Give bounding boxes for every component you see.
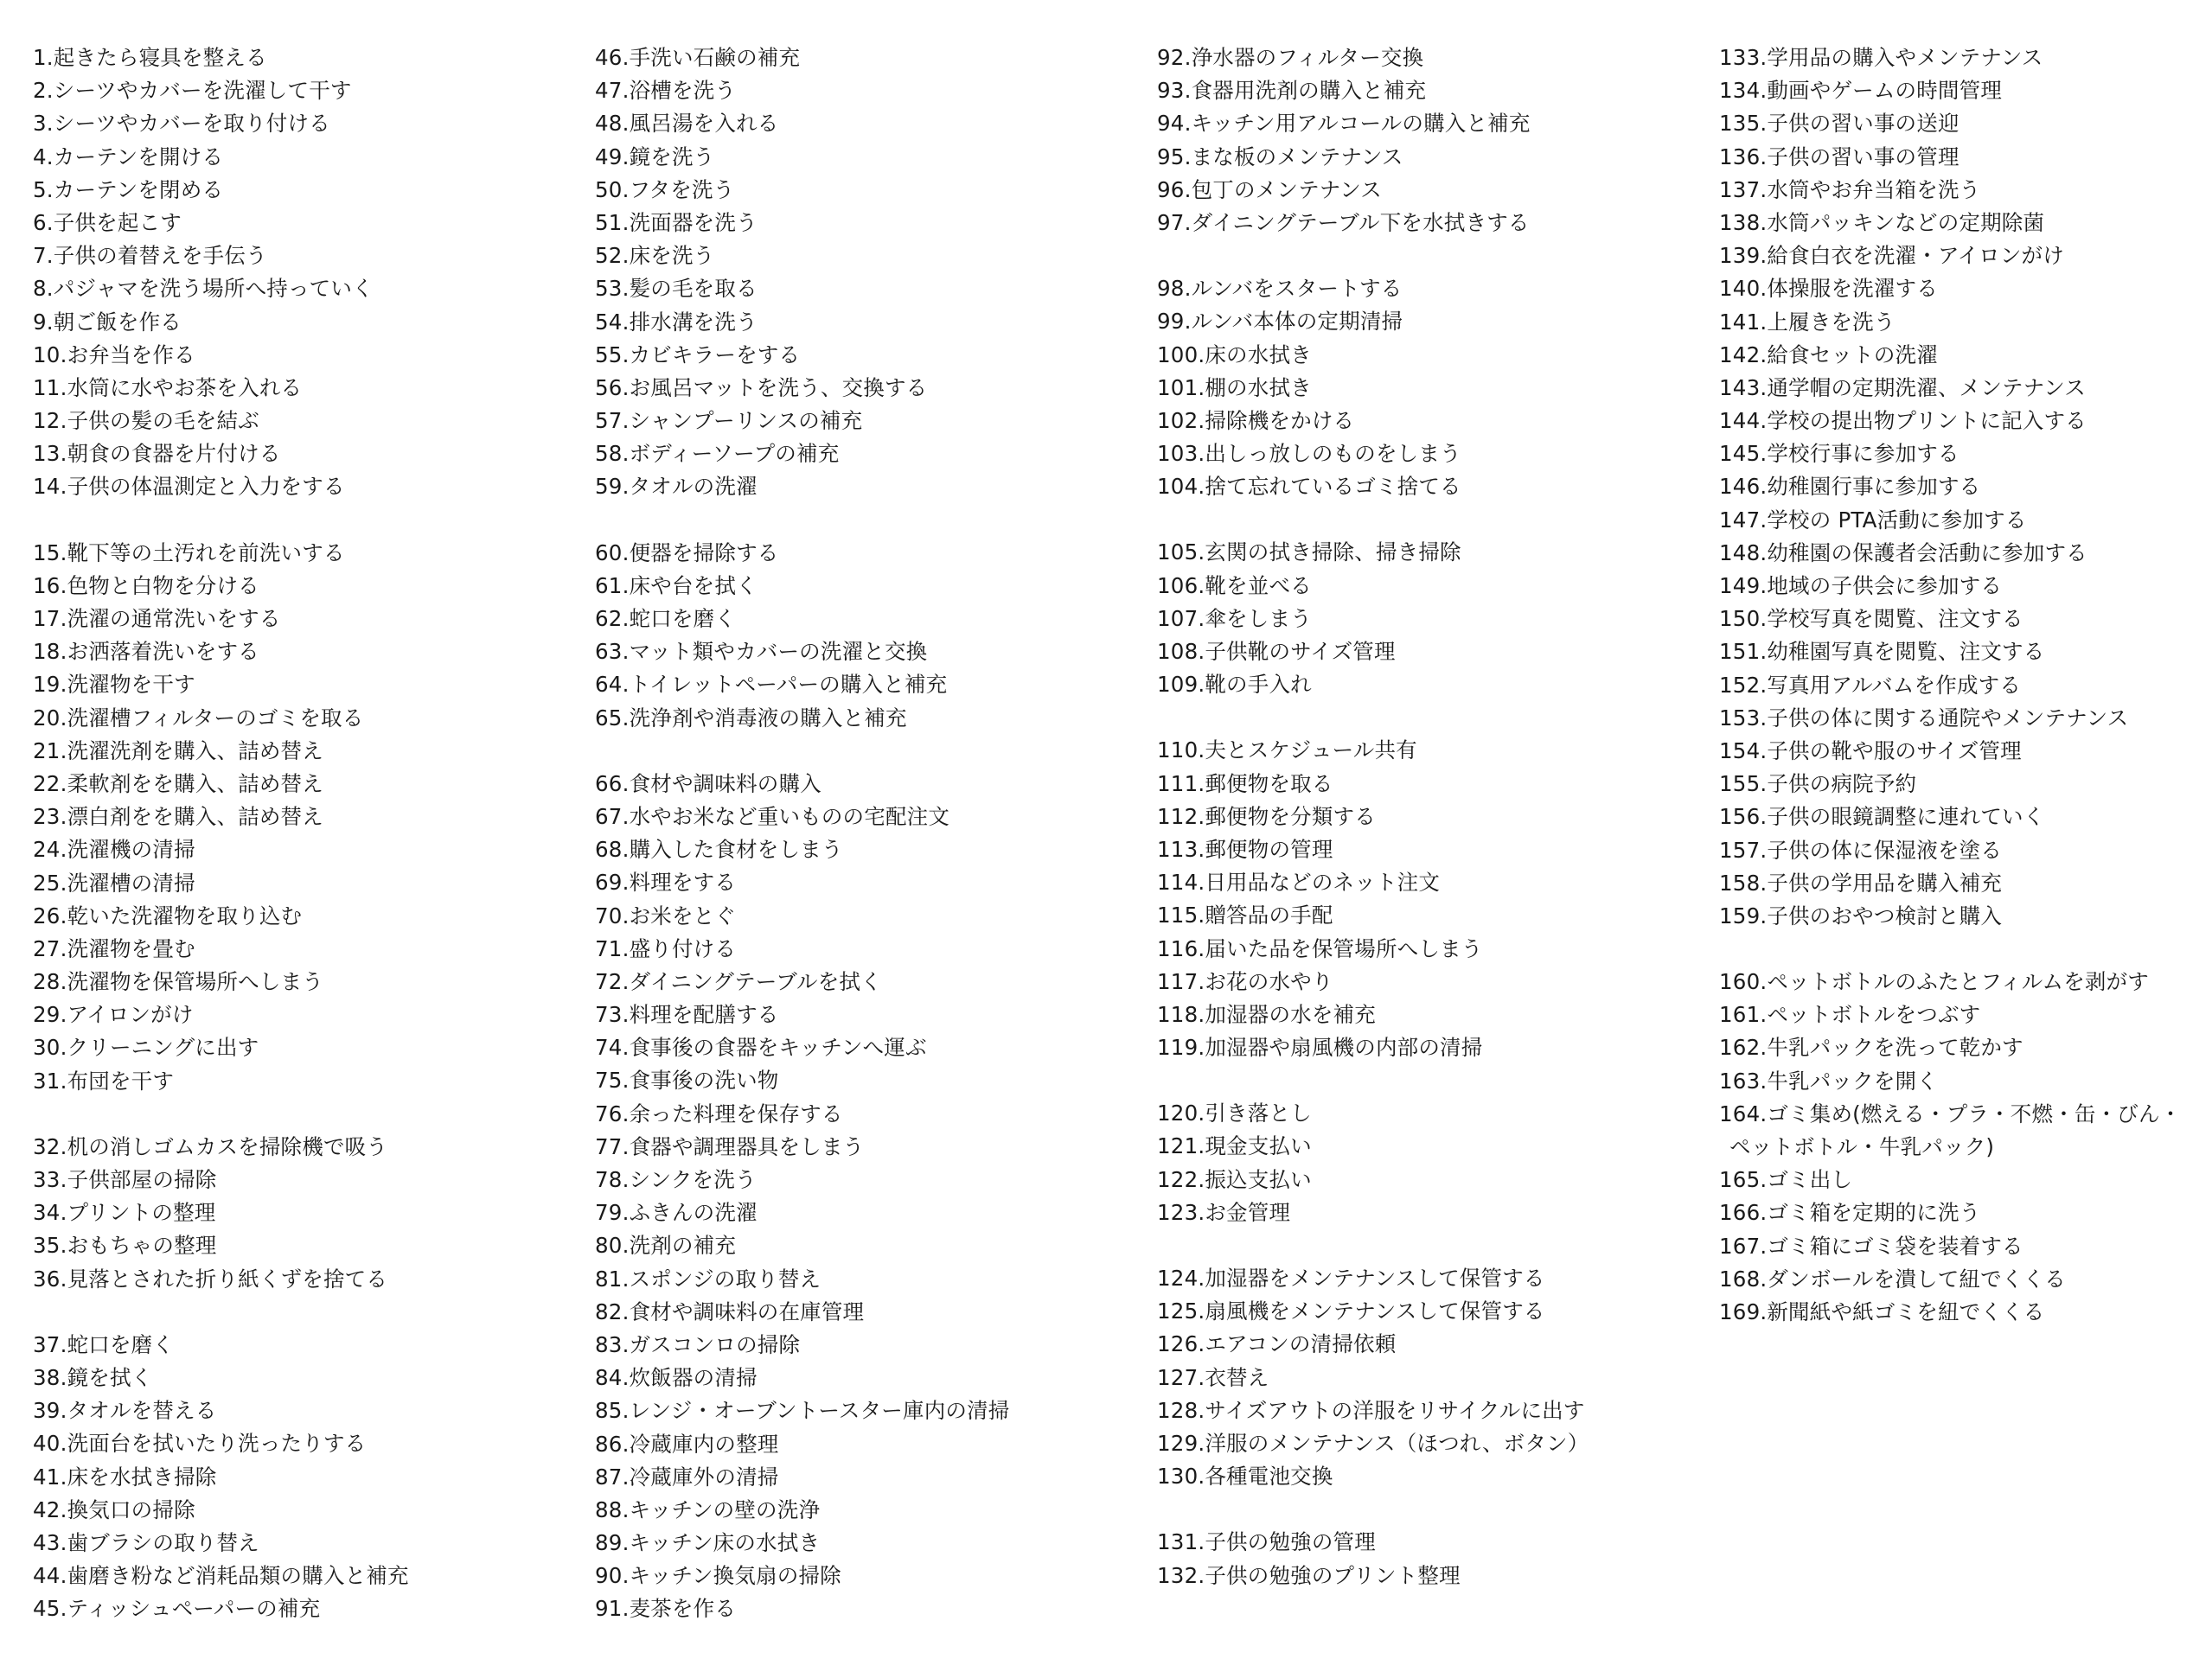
chore-item: 5.カーテンを閉める (33, 176, 224, 202)
chore-group (595, 768, 1140, 1626)
chore-item: 8.パジャマを洗う場所へ持っていく (33, 276, 374, 302)
chore-item: 1.起きたら寝具を整える (33, 45, 267, 70)
chore-item: 109.靴の手入れ (1157, 672, 1312, 698)
chore-item: 148.幼稚園の保護者会活動に参加する (1719, 539, 2087, 565)
chore-item: 158.子供の学用品を購入補充 (1719, 870, 2003, 896)
chore-item: 76.余った料理を保存する (595, 1101, 843, 1126)
chore-item: 67.水やお米など重いものの宅配注文 (595, 803, 950, 829)
chore-item: 95.まな板のメンテナンス (1157, 144, 1403, 169)
chore-item: 122.振込支払い (1157, 1166, 1312, 1192)
chore-item: 98.ルンバをスタートする (1157, 276, 1403, 302)
chore-item: 64.トイレットペーパーの購入と補充 (595, 672, 948, 698)
chore-item: 48.風呂湯を入れる (595, 111, 779, 137)
chore-item: 78.シンクを洗う (595, 1167, 757, 1192)
chore-item: 92.浄水器のフィルター交換 (1157, 45, 1424, 70)
chore-item: 102.掃除機をかける (1157, 407, 1355, 433)
chore-item: 66.食材や調味料の購入 (595, 770, 822, 796)
chore-item: 154.子供の靴や服のサイズ管理 (1719, 737, 2022, 763)
chore-item: 131.子供の勉強の管理 (1157, 1529, 1376, 1555)
chore-item: 88.キッチンの壁の洗浄 (595, 1496, 821, 1522)
chore-group (1157, 734, 1702, 1064)
chore-item: 143.通学帽の定期洗濯、メンテナンス (1719, 374, 2086, 400)
chore-item: 90.キッチン換気扇の掃除 (595, 1563, 841, 1589)
chore-item: 53.髪の毛を取る (595, 276, 758, 302)
chore-item: 156.子供の眼鏡調整に連れていく (1719, 804, 2045, 830)
chore-item: 121.現金支払い (1157, 1133, 1312, 1159)
chore-item: 113.郵便物の管理 (1157, 836, 1333, 862)
chore-item: 9.朝ご飯を作る (33, 309, 182, 335)
chore-item: 19.洗濯物を干す (33, 672, 195, 698)
chore-group (1157, 536, 1702, 701)
chore-item: 12.子供の髪の毛を結ぶ (33, 408, 259, 434)
chore-item: 27.洗濯物を畳む (33, 935, 195, 961)
chore-item: 150.学校写真を閲覧、注文する (1719, 606, 2023, 632)
chore-item: 128.サイズアウトの洋服をリサイクルに出す (1157, 1397, 1585, 1423)
column-4 (1719, 41, 2212, 1362)
chore-group (595, 537, 1140, 735)
chore-item: 3.シーツやカバーを取り付ける (33, 111, 330, 137)
chore-item: 111.郵便物を取る (1157, 770, 1333, 796)
chore-item: 141.上履きを洗う (1719, 309, 1896, 335)
chore-item: 104.捨て忘れているゴミ捨てる (1157, 474, 1461, 500)
chore-item: 138.水筒パッキンなどの定期除菌 (1719, 209, 2045, 235)
chore-item: 169.新聞紙や紙ゴミを紐でくくる (1719, 1298, 2045, 1324)
chore-item: 61.床や台を拭く (595, 572, 758, 598)
chore-item: 69.料理をする (595, 870, 737, 896)
chore-item: 52.床を洗う (595, 243, 715, 269)
chore-group (1157, 272, 1702, 503)
chore-item: 13.朝食の食器を片付ける (33, 441, 281, 467)
chore-item: 93.食器用洗剤の購入と補充 (1157, 78, 1427, 104)
chore-item: 157.子供の体に保湿液を塗る (1719, 837, 2003, 863)
chore-item: 96.包丁のメンテナンス (1157, 176, 1382, 202)
chore-item: 72.ダイニングテーブルを拭く (595, 968, 882, 994)
chore-item: 31.布団を干す (33, 1068, 175, 1094)
chore-item: 108.子供靴のサイズ管理 (1157, 639, 1396, 664)
chore-item: 160.ペットボトルのふたとフィルムを剥がす (1719, 969, 2150, 995)
chore-item: 6.子供を起こす (33, 209, 182, 235)
chore-item: 124.加湿器をメンテナンスして保管する (1157, 1266, 1545, 1291)
chore-item: 99.ルンバ本体の定期清掃 (1157, 309, 1403, 335)
chore-item: 123.お金管理 (1157, 1199, 1291, 1225)
chore-item: 74.食事後の食器をキッチンへ運ぶ (595, 1035, 927, 1061)
chore-item: 57.シャンプーリンスの補充 (595, 408, 863, 434)
chore-item: 164.ゴミ集め(燃える・プラ・不燃・缶・びん・ (1719, 1101, 2182, 1126)
chore-item: 62.蛇口を磨く (595, 606, 737, 631)
chore-item: 41.床を水拭き掃除 (33, 1464, 217, 1490)
chore-item: 54.排水溝を洗う (595, 309, 758, 335)
chore-item: 21.洗濯洗剤を購入、詰め替え (33, 737, 323, 763)
chore-item: 59.タオルの洗濯 (595, 474, 758, 500)
chore-item: 73.料理を配膳する (595, 1002, 779, 1028)
chore-item: 165.ゴミ出し (1719, 1167, 1853, 1193)
chore-item: 71.盛り付ける (595, 935, 737, 961)
chore-item: 17.洗濯の通常洗いをする (33, 606, 281, 631)
chore-group (33, 537, 578, 1098)
column-2 (595, 41, 1140, 1659)
chore-item: 29.アイロンがけ (33, 1002, 194, 1028)
chore-item: 23.漂白剤をを購入、詰め替え (33, 804, 323, 830)
chore-item: 166.ゴミ箱を定期的に洗う (1719, 1200, 1981, 1226)
chore-item: 30.クリーニングに出す (33, 1035, 259, 1061)
chore-item: 106.靴を並べる (1157, 572, 1312, 598)
chore-item: 38.鏡を拭く (33, 1364, 153, 1390)
chore-item: 103.出しっ放しのものをしまう (1157, 441, 1461, 467)
chore-item: 75.食事後の洗い物 (595, 1068, 779, 1094)
chore-group (33, 1329, 578, 1626)
chore-item: 101.棚の水拭き (1157, 374, 1312, 400)
chore-group (1157, 41, 1702, 239)
chore-item: 82.食材や調味料の在庫管理 (595, 1298, 865, 1324)
chore-item: 116.届いた品を保管場所へしまう (1157, 935, 1483, 961)
chore-item: 146.幼稚園行事に参加する (1719, 474, 1981, 500)
chore-item: 117.お花の水やり (1157, 968, 1333, 994)
chore-item: 91.麦茶を作る (595, 1596, 737, 1622)
chore-item: 32.机の消しゴムカスを掃除機で吸う (33, 1133, 388, 1159)
chore-item: 4.カーテンを開ける (33, 144, 224, 169)
chore-item: 70.お米をとぐ (595, 903, 737, 928)
chore-item: 115.贈答品の手配 (1157, 903, 1333, 928)
chore-item: 134.動画やゲームの時間管理 (1719, 78, 2003, 104)
chore-item: 144.学校の提出物プリントに記入する (1719, 408, 2087, 434)
chore-item: 159.子供のおやつ検討と購入 (1719, 903, 2003, 928)
chore-item: 85.レンジ・オーブントースター庫内の清掃 (595, 1398, 1010, 1424)
chore-item: 125.扇風機をメンテナンスして保管する (1157, 1298, 1545, 1324)
chore-item: 161.ペットボトルをつぶす (1719, 1002, 1981, 1028)
chore-item: 16.色物と白物を分ける (33, 572, 259, 598)
chore-item: 81.スポンジの取り替え (595, 1266, 822, 1292)
chore-item: 56.お風呂マットを洗う、交換する (595, 374, 928, 400)
chore-item: 110.夫とスケジュール共有 (1157, 737, 1417, 763)
chore-item: 36.見落とされた折り紙くずを捨てる (33, 1266, 388, 1292)
chore-item: 167.ゴミ箱にゴミ袋を装着する (1719, 1233, 2023, 1259)
chore-item: 151.幼稚園写真を閲覧、注文する (1719, 639, 2045, 665)
chore-item: 142.給食セットの洗濯 (1719, 341, 1938, 367)
chore-item: 25.洗濯槽の清掃 (33, 870, 195, 896)
column-1 (33, 41, 578, 1658)
chore-item: 50.フタを洗う (595, 176, 735, 202)
chore-item: 132.子供の勉強のプリント整理 (1157, 1562, 1461, 1588)
chore-item: 47.浴槽を洗う (595, 78, 737, 104)
chore-item: 80.洗剤の補充 (595, 1233, 737, 1259)
chore-item: 112.郵便物を分類する (1157, 803, 1376, 829)
chore-item: 163.牛乳パックを開く (1719, 1068, 1938, 1094)
chore-item: 149.地域の子供会に参加する (1719, 573, 2003, 598)
chore-item: 14.子供の体温測定と入力をする (33, 474, 345, 500)
chore-group (595, 41, 1140, 504)
chore-item: 84.炊飯器の清掃 (595, 1365, 758, 1391)
chore-item: 42.換気口の掃除 (33, 1496, 195, 1522)
chore-item: 130.各種電池交換 (1157, 1464, 1333, 1490)
column-3 (1157, 41, 1702, 1625)
chore-item: 107.傘をしまう (1157, 605, 1312, 631)
chore-group (33, 1131, 578, 1296)
chore-item: 37.蛇口を磨く (33, 1331, 175, 1357)
chore-item: 65.洗浄剤や消毒液の購入と補充 (595, 705, 907, 731)
chore-item: 68.購入した食材をしまう (595, 837, 843, 863)
chore-item: 153.子供の体に関する通院やメンテナンス (1719, 705, 2129, 731)
chore-item: 137.水筒やお弁当箱を洗う (1719, 176, 1981, 202)
chore-item: 18.お洒落着洗いをする (33, 639, 259, 665)
chore-item: 152.写真用アルバムを作成する (1719, 672, 2022, 698)
chore-item: 44.歯磨き粉など消耗品類の購入と補充 (33, 1563, 409, 1589)
chore-item: 126.エアコンの清掃依頼 (1157, 1331, 1397, 1357)
chore-item: 45.ティッシュペーパーの補充 (33, 1596, 321, 1622)
chore-group (33, 41, 578, 504)
chore-item: 139.給食白衣を洗濯・アイロンがけ (1719, 243, 2064, 269)
chore-item: 155.子供の病院予約 (1719, 771, 1917, 797)
chore-group (1157, 1262, 1702, 1493)
chore-group (1157, 1097, 1702, 1229)
chore-item: 120.引き落とし (1157, 1101, 1312, 1126)
chore-item: 35.おもちゃの整理 (33, 1233, 217, 1259)
chore-item: 40.洗面台を拭いたり洗ったりする (33, 1431, 367, 1457)
chore-item: 97.ダイニングテーブル下を水拭きする (1157, 209, 1530, 235)
chore-item: 24.洗濯機の清掃 (33, 837, 195, 863)
chore-group (1719, 41, 2212, 933)
chore-item: 145.学校行事に参加する (1719, 441, 1959, 467)
chore-item: 15.靴下等の土汚れを前洗いする (33, 539, 345, 565)
chore-item: 135.子供の習い事の送迎 (1719, 111, 1959, 137)
chore-group (1157, 1526, 1702, 1592)
chore-item: 34.プリントの整理 (33, 1200, 216, 1226)
chore-item: 140.体操服を洗濯する (1719, 276, 1938, 302)
chore-item: 105.玄関の拭き掃除、掃き掃除 (1157, 539, 1461, 565)
chore-item: 58.ボディーソープの補充 (595, 441, 840, 467)
chore-item: 100.床の水拭き (1157, 341, 1312, 367)
chore-item: 89.キッチン床の水拭き (595, 1530, 821, 1556)
chore-item: 118.加湿器の水を補充 (1157, 1001, 1376, 1027)
chore-item: 119.加湿器や扇風機の内部の清掃 (1157, 1035, 1483, 1061)
chore-item: 22.柔軟剤をを購入、詰め替え (33, 770, 323, 796)
chore-item: 20.洗濯槽フィルターのゴミを取る (33, 705, 364, 731)
chore-item: 43.歯ブラシの取り替え (33, 1529, 259, 1555)
chore-item: 83.ガスコンロの掃除 (595, 1331, 801, 1357)
chore-item: 129.洋服のメンテナンス（ほつれ、ボタン） (1157, 1430, 1589, 1456)
chore-item: 133.学用品の購入やメンテナンス (1719, 45, 2043, 70)
chore-item: 87.冷蔵庫外の清掃 (595, 1464, 779, 1490)
chore-item: 147.学校の PTA活動に参加する (1719, 507, 2027, 533)
chore-item: 49.鏡を洗う (595, 144, 715, 169)
chore-item: 60.便器を掃除する (595, 539, 779, 565)
chore-item: 10.お弁当を作る (33, 341, 195, 367)
chore-item: 51.洗面器を洗う (595, 209, 758, 235)
chore-item: 39.タオルを替える (33, 1398, 217, 1424)
chore-item: 162.牛乳パックを洗って乾かす (1719, 1035, 2023, 1061)
chore-item: ペットボトル・牛乳パック) (1729, 1134, 1995, 1159)
chore-item: 55.カビキラーをする (595, 341, 801, 367)
chore-item: 136.子供の習い事の管理 (1719, 144, 1959, 169)
chore-item: 77.食器や調理器具をしまう (595, 1133, 865, 1159)
chore-item: 86.冷蔵庫内の整理 (595, 1431, 779, 1457)
chore-item: 33.子供部屋の掃除 (33, 1167, 217, 1192)
chore-item: 168.ダンボールを潰して紐でくくる (1719, 1266, 2066, 1292)
chore-item: 2.シーツやカバーを洗濯して干す (33, 78, 352, 104)
chore-item: 79.ふきんの洗濯 (595, 1200, 758, 1226)
chore-item: 63.マット類やカバーの洗濯と交換 (595, 639, 928, 665)
chore-item: 28.洗濯物を保管場所へしまう (33, 969, 323, 995)
chore-item: 11.水筒に水やお茶を入れる (33, 374, 303, 400)
chore-item: 7.子供の着替えを手伝う (33, 243, 267, 269)
chore-group (1719, 966, 2212, 1329)
chore-item: 26.乾いた洗濯物を取り込む (33, 903, 303, 928)
chore-item: 114.日用品などのネット注文 (1157, 870, 1441, 896)
chore-item: 94.キッチン用アルコールの購入と補充 (1157, 111, 1531, 137)
chore-item: 127.衣替え (1157, 1364, 1269, 1390)
chore-item: 46.手洗い石鹸の補充 (595, 45, 801, 70)
